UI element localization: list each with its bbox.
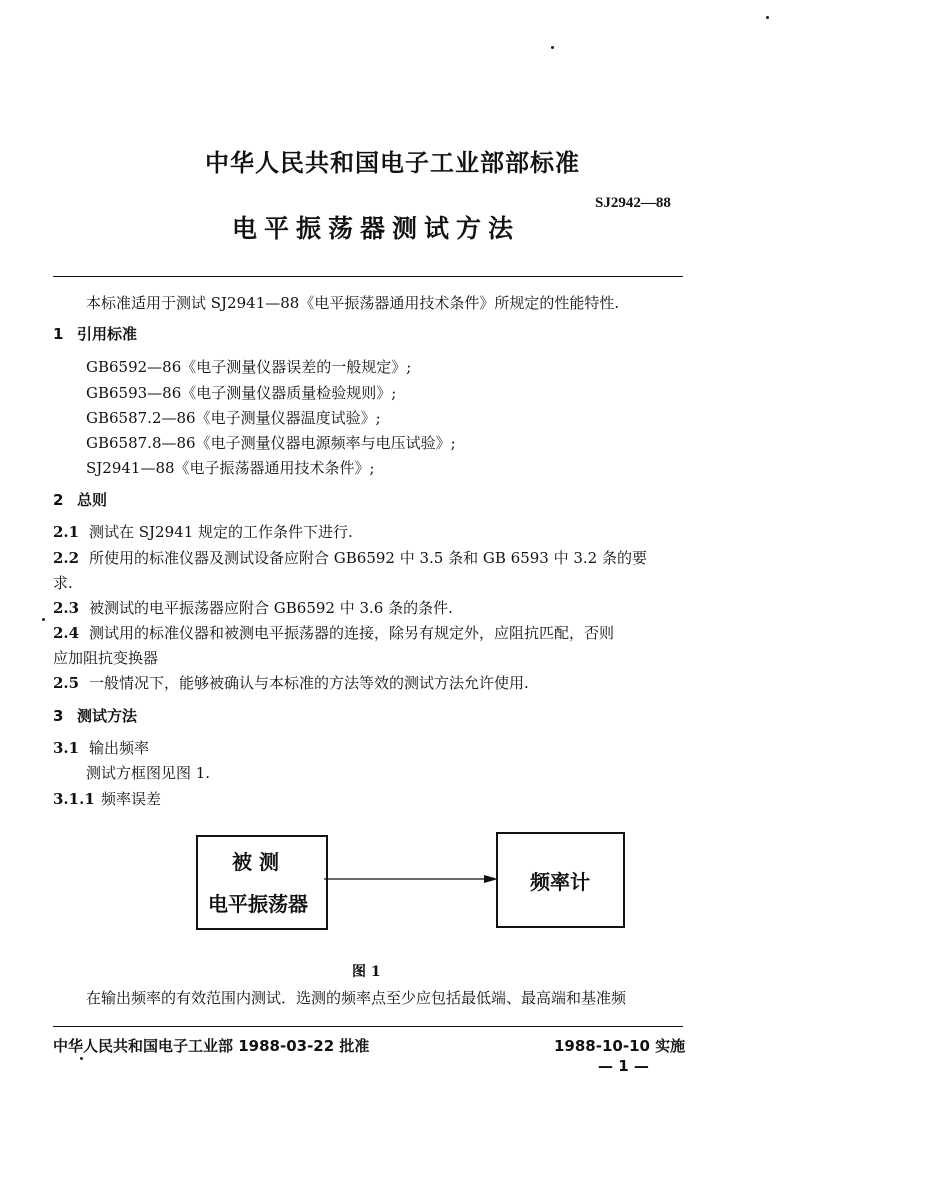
figure-reference-text: 测试方框图见图 1. — [86, 764, 211, 782]
subsection-title: 输出频率 — [89, 739, 150, 757]
connection-arrow — [324, 872, 498, 886]
clause-number: 2.3 — [53, 599, 80, 617]
clause-number: 2.2 — [53, 549, 80, 567]
section-number: 1 — [53, 325, 64, 343]
page-number: — 1 — — [598, 1057, 649, 1075]
section-number: 2 — [53, 491, 64, 509]
approval-line: 中华人民共和国电子工业部 1988-03-22 批准 — [53, 1037, 370, 1055]
clause-number: 3.1 — [53, 739, 80, 757]
section-1-heading — [53, 323, 137, 344]
reference-item: GB6587.8—86《电子测量仪器电源频率与电压试验》; — [86, 434, 456, 452]
clause-number: 2.5 — [53, 674, 80, 692]
device-under-test-label-1: 被 测 — [232, 850, 279, 874]
section-title: 引用标准 — [77, 325, 138, 343]
figure-caption: 图 1 — [352, 964, 381, 980]
scan-speck — [80, 1057, 83, 1060]
section-title: 测试方法 — [77, 707, 138, 725]
reference-item: GB6593—86《电子测量仪器质量检验规则》; — [86, 384, 397, 402]
footer-rule — [53, 1026, 683, 1027]
scan-speck — [42, 618, 45, 621]
section-number: 3 — [53, 707, 64, 725]
clause-2-5 — [53, 672, 529, 693]
clause-text: 被测试的电平振荡器应附合 GB6592 中 3.6 条的条件. — [89, 599, 453, 617]
clause-text: 一般情况下，能够被确认与本标准的方法等效的测试方法允许使用. — [89, 674, 529, 692]
clause-number: 2.4 — [53, 624, 80, 642]
reference-item: GB6592—86《电子测量仪器误差的一般规定》; — [86, 358, 412, 376]
clause-number: 3.1.1 — [53, 790, 95, 808]
subsection-title: 频率误差 — [101, 790, 162, 808]
clause-continuation: 应加阻抗变换器 — [53, 649, 159, 667]
section-3-heading — [53, 705, 137, 726]
header-rule — [53, 276, 683, 277]
clause-2-2 — [53, 547, 647, 568]
clause-continuation: 求. — [53, 574, 73, 592]
issuing-organization: 中华人民共和国电子工业部部标准 — [205, 149, 580, 177]
frequency-counter-label: 频率计 — [530, 870, 590, 894]
document-title: 电平振荡器测试方法 — [232, 214, 521, 243]
clause-2-1 — [53, 521, 353, 542]
subsection-3-1 — [53, 737, 149, 758]
subsection-3-1-1 — [53, 788, 161, 809]
scan-speck — [766, 16, 769, 19]
section-2-heading — [53, 489, 107, 510]
device-under-test-label-2: 电平振荡器 — [208, 892, 308, 916]
reference-item: GB6587.2—86《电子测量仪器温度试验》; — [86, 409, 381, 427]
scope-statement: 本标准适用于测试 SJ2941—88《电平振荡器通用技术条件》所规定的性能特性. — [86, 294, 620, 312]
standard-code: SJ2942—88 — [595, 195, 671, 211]
clause-text: 测试用的标准仪器和被测电平振荡器的连接，除另有规定外，应阻抗匹配，否则 — [89, 624, 615, 642]
reference-item: SJ2941—88《电子振荡器通用技术条件》; — [86, 459, 375, 477]
effective-date: 1988-10-10 实施 — [554, 1037, 686, 1055]
clause-text: 所使用的标准仪器及测试设备应附合 GB6592 中 3.5 条和 GB 6593 中 3.2 条的要 — [89, 549, 647, 567]
scan-speck — [551, 46, 554, 49]
section-title: 总则 — [77, 491, 108, 509]
clause-text: 测试在 SJ2941 规定的工作条件下进行. — [89, 523, 353, 541]
clause-2-3 — [53, 597, 453, 618]
paragraph-text: 在输出频率的有效范围内测试．选测的频率点至少应包括最低端、最高端和基准频 — [86, 989, 627, 1007]
clause-number: 2.1 — [53, 523, 80, 541]
clause-2-4 — [53, 622, 614, 643]
